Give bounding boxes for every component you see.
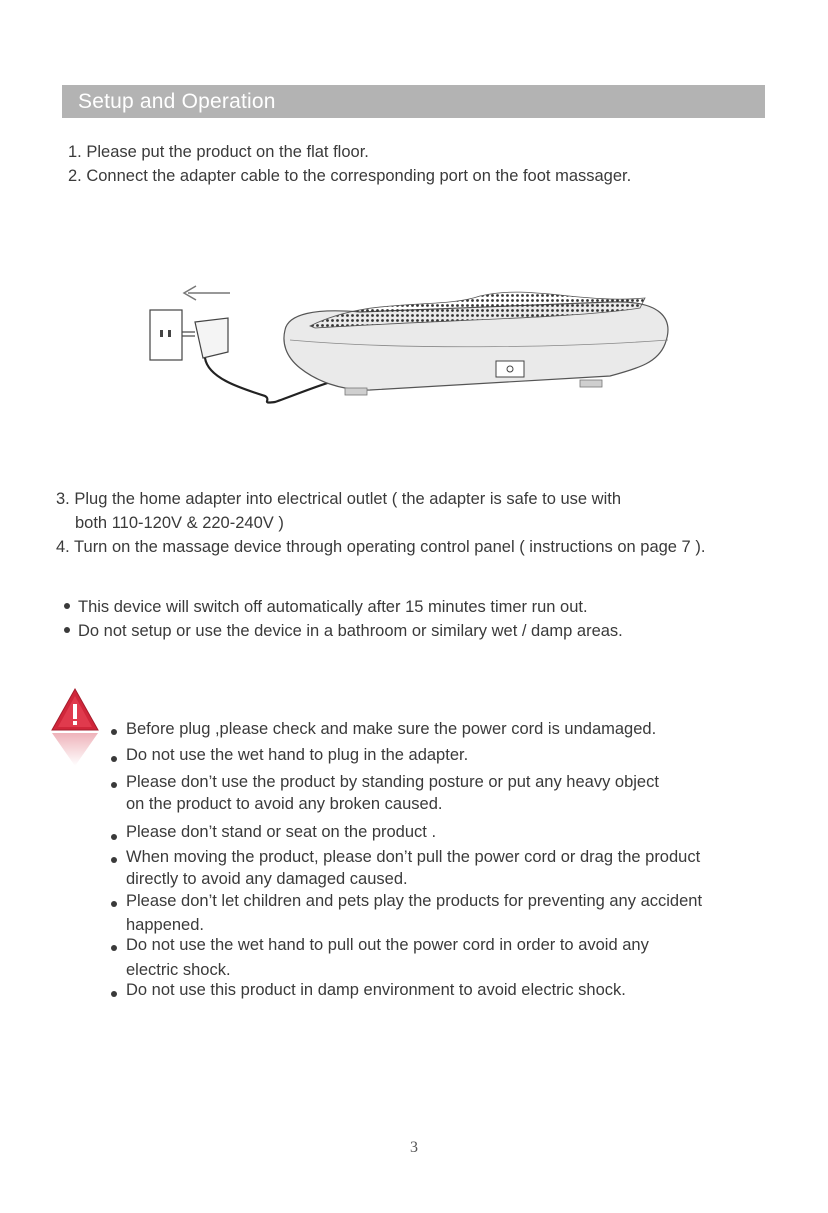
step-2: 2. Connect the adapter cable to the corresponding port on the foot massager.: [68, 167, 632, 185]
warning-item-continued: on the product to avoid any broken caused.: [126, 795, 443, 813]
warning-item-continued: happened.: [126, 916, 204, 934]
warning-item-continued: directly to avoid any damaged caused.: [126, 870, 408, 888]
section-header: Setup and Operation: [62, 85, 765, 118]
page-number: 3: [410, 1139, 418, 1156]
step-3-continued: both 110-120V & 220-240V ): [75, 514, 284, 532]
warning-item: Please don’t stand or seat on the product .: [126, 823, 437, 841]
warning-item: Please don’t let children and pets play the products for preventing any accident: [126, 892, 703, 910]
step-4: 4. Turn on the massage device through operating control panel ( instructions on page 7 ).: [56, 538, 706, 556]
step-1: 1. Please put the product on the flat floor.: [68, 143, 369, 161]
arrow-left-icon: [184, 286, 230, 300]
warning-item: When moving the product, please don’t pull the power cord or drag the product: [126, 848, 701, 866]
warning-item: Do not use this product in damp environment to avoid electric shock.: [126, 981, 626, 999]
note-item: This device will switch off automatically after 15 minutes timer run out.: [64, 598, 588, 617]
warning-item: Before plug ,please check and make sure the power cord is undamaged.: [126, 720, 657, 738]
adapter-icon: [182, 318, 228, 358]
setup-illustration: [140, 278, 680, 418]
note-item: Do not setup or use the device in a bathroom or similary wet / damp areas.: [64, 622, 623, 641]
wall-outlet-icon: [150, 310, 182, 360]
warning-item: Do not use the wet hand to pull out the power cord in order to avoid any: [126, 936, 649, 954]
warning-triangle-icon: [50, 686, 100, 766]
warning-item-continued: electric shock.: [126, 961, 231, 979]
step-3: 3. Plug the home adapter into electrical outlet ( the adapter is safe to use with: [56, 490, 621, 508]
foot-massager: [284, 292, 668, 395]
warning-item: Please don’t use the product by standing posture or put any heavy object: [126, 773, 659, 791]
warning-item: Do not use the wet hand to plug in the adapter.: [126, 746, 469, 764]
